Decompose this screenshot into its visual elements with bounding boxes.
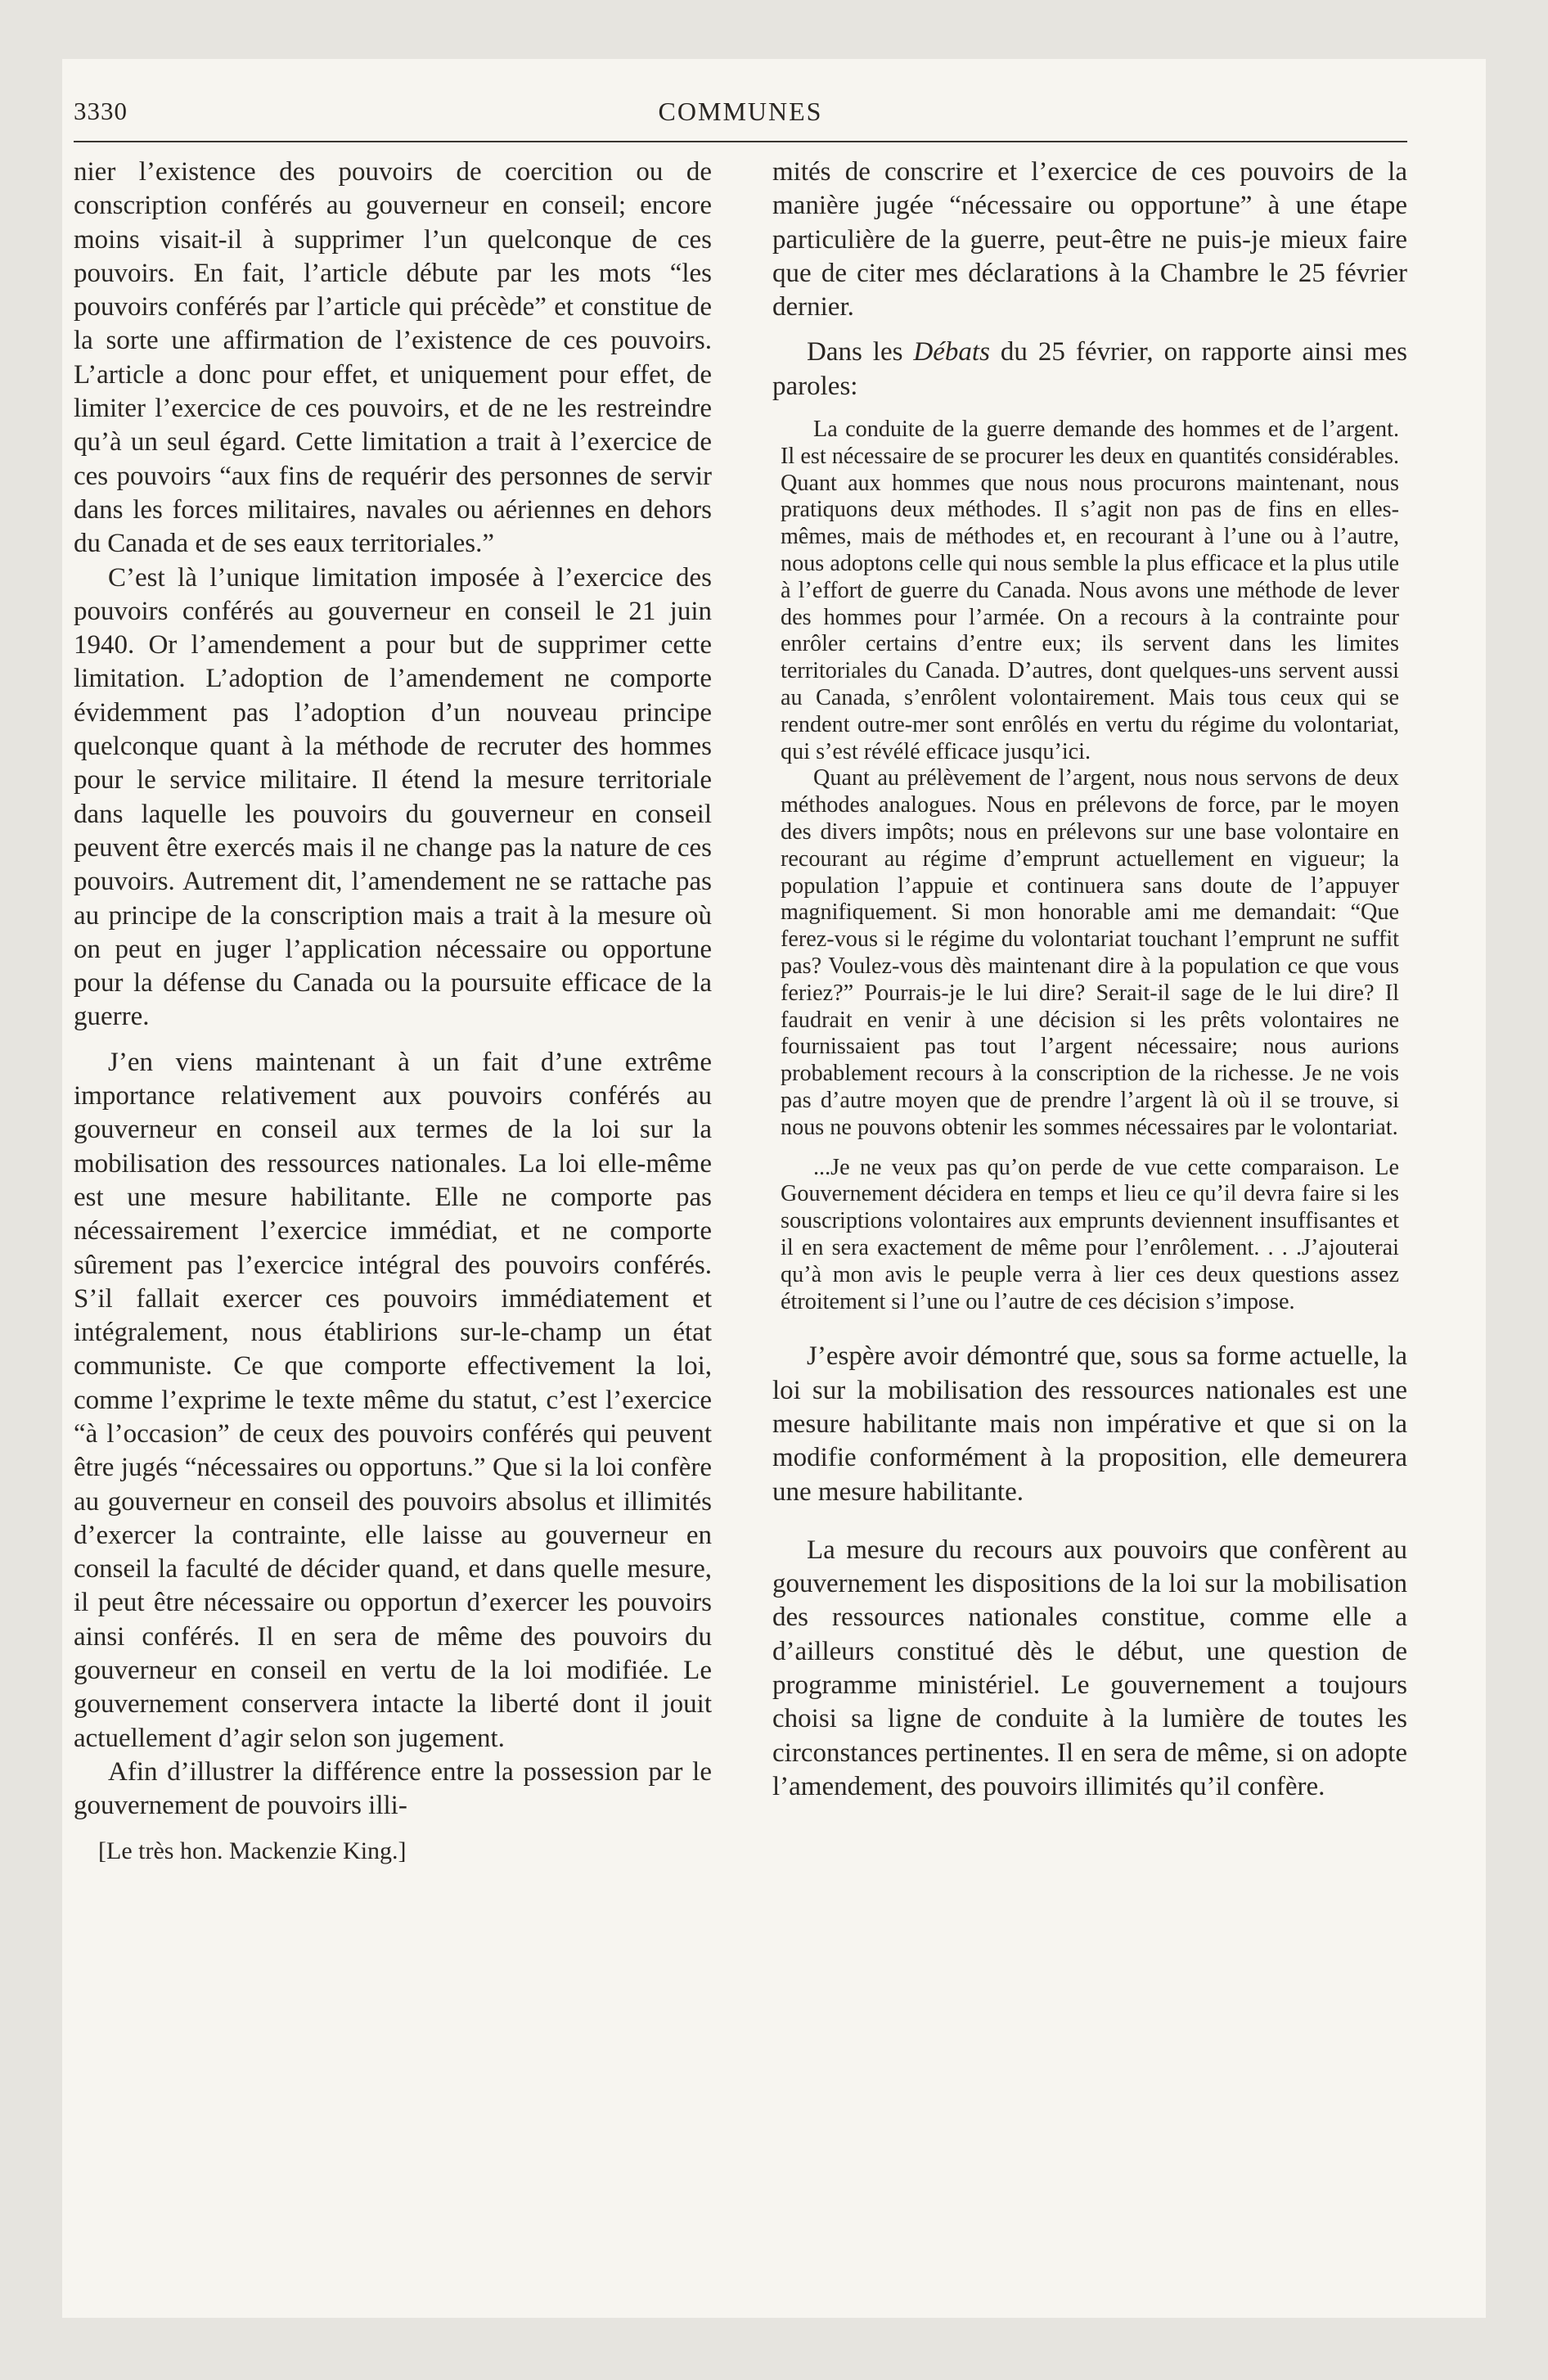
left-column <box>74 156 712 2251</box>
left-paragraph-1: nier l’existence des pouvoirs de coercition ou de conscription conférés au gouverneur en conseil; encore moins visait-il à supprimer l’un quelconque de ces pouvoirs. En fait, l’article débute par les mots “les pouvoirs conférés par l’article qui précède” et constitue de la sorte une affirmation de l’existence de ces pouvoirs. L’article a donc pour effet, et uniquement pour effet, de limiter l’exercice de ces pouvoirs, et de ne les restreindre qu’à un seul égard. Cette limitation a trait à l’exercice de ces pouvoirs “aux fins de requérir des personnes de servir dans les forces militaires, navales ou aériennes en dehors du Canada et de ses eaux territoriales.” <box>74 157 712 559</box>
quote-paragraph-3: ...Je ne veux pas qu’on perde de vue cette comparaison. Le Gouvernement décidera en temps et lieu ce qu’il devra faire si les souscriptions volontaires aux emprunts deviennent insuffisantes et il en sera exactement de même pour l’enrôlement. . . .J’ajouterai qu’à mon avis le peuple verra à lier ces deux questions assez étroitement si l’une ou l’autre de ces décision s’impose. <box>781 1154 1399 1314</box>
right-intro-paragraph: mités de conscrire et l’exercice de ces pouvoirs de la manière jugée “nécessaire ou opportune” à une étape particulière de la guerre, peut-être ne puis-je mieux faire que de citer mes déclarations à la Chambre le 25 février dernier. <box>772 157 1407 322</box>
page-header <box>74 88 1407 137</box>
debats-title: Débats <box>913 337 990 367</box>
right-paragraph-2: La mesure du recours aux pouvoirs que confèrent au gouvernement les dispositions de la loi sur la mobilisation des ressources nationales constitue, comme elle a d’ailleurs constitué dès le début, une question de programme ministériel. Le gouvernement a toujours choisi sa ligne de conduite à la lumière de toutes les circonstances pertinentes. Il en sera de même, si on adopte l’amendement, des pouvoirs illimités qu’il confère. <box>772 1535 1407 1801</box>
header-rule <box>74 141 1407 142</box>
left-paragraph-4: Afin d’illustrer la différence entre la possession par le gouvernement de pouvoirs illi- <box>74 1756 712 1821</box>
debats-reference <box>772 336 1407 403</box>
left-paragraph-2: C’est là l’unique limitation imposée à l’exercice des pouvoirs conférés au gouverneur en conseil le 21 juin 1940. Or l’amendement a pour but de supprimer cette limitation. L’adoption de l’amendement ne comporte évidemment pas l’adoption d’un nouveau principe quelconque quant à la méthode de recruter des hommes pour le service militaire. Il étend la mesure territoriale dans laquelle les pouvoirs du gouverneur en conseil peuvent être exercés mais il ne change pas la nature de ces pouvoirs. Autrement dit, l’amendement ne se rattache pas au principe de la conscription mais a trait à la mesure où on peut en juger l’application nécessaire ou opportune pour la défense du Canada ou la poursuite efficace de la guerre. <box>74 562 712 1032</box>
speaker-attribution: [Le très hon. Mackenzie King.] <box>98 1837 407 1864</box>
quote-paragraph-2: Quant au prélèvement de l’argent, nous nous servons de deux méthodes analogues. Nous en prélevons de force, par le moyen des divers impôts; nous en prélevons sur une base volontaire en recourant au régime d’emprunt actuellement en vigueur; la population l’appuie et continuera sans doute de l’appuyer magnifiquement. Si mon honorable ami me demandait: “Que ferez-vous si le régime du volontariat touchant l’emprunt ne suffit pas? Voulez-vous dès maintenant dire à la population ce que vous feriez?” Pourrais-je le lui dire? Serait-il sage de le lui dire? Il faudrait en venir à une décision si les prêts volontaires ne fournissaient pas tout l’argent nécessaire; nous aurions probablement recours à la conscription de la richesse. Je ne vois pas d’autre moyen que de prendre l’argent là où il se trouve, si nous ne pouvons obtenir les sommes nécessaires par le volontariat. <box>781 765 1399 1140</box>
right-paragraph-1: J’espère avoir démontré que, sous sa forme actuelle, la loi sur la mobilisation des ressources nationales est une mesure habilitante mais non impérative et que si on la modifie conformément à la proposition, elle demeurera une mesure habilitante. <box>772 1341 1407 1507</box>
debats-after: du 25 février, on rapporte ainsi mes paroles: <box>772 337 1407 401</box>
quote-paragraph-1: La conduite de la guerre demande des hommes et de l’argent. Il est nécessaire de se procurer les deux en quantités considérables. Quant aux hommes que nous nous procurons maintenant, nous pratiquons deux méthodes. Il s’agit non pas de fins en elles-mêmes, mais de méthodes et, en recourant à l’une ou à l’autre, nous adoptons celle qui nous semble la plus efficace et la plus utile à l’effort de guerre du Canada. Nous avons une méthode de lever des hommes pour l’armée. On a recours à la contrainte pour enrôler certains d’entre eux; ils servent dans les limites territoriales du Canada. D’autres, dont quelques-uns servent aussi au Canada, s’enrôlent volontairement. Mais tous ceux qui se rendent outre-mer sont enrôlés en vertu du régime du volontariat, qui s’est révélé efficace jusqu’ici. <box>781 417 1399 764</box>
left-paragraph-3: J’en viens maintenant à un fait d’une extrême importance relativement aux pouvoirs conférés au gouverneur en conseil aux termes de la loi sur la mobilisation des ressources nationales. La loi elle-même est une mesure habilitante. Elle ne comporte pas nécessairement l’exercice immédiat, et ne comporte sûrement pas l’exercice intégral des pouvoirs conférés. S’il fallait exercer ces pouvoirs immédiatement et intégralement, nous établirions sur-le-champ un état communiste. Ce que comporte effectivement la loi, comme l’exprime le texte même du statut, c’est l’exercice “à l’occasion” de ceux des pouvoirs conférés qui peuvent être jugés “nécessaires ou opportuns.” Que si la loi confère au gouverneur en conseil des pouvoirs absolus et illimités d’exercer la contrainte, elle laisse au gouverneur en conseil la faculté de décider quand, et dans quelle mesure, il peut être nécessaire ou opportun d’exercer les pouvoirs ainsi conférés. Il en sera de même des pouvoirs du gouverneur en conseil en vertu de la loi modifiée. Le gouvernement conservera intacte la liberté dont il jouit actuellement d’agir selon son jugement. <box>74 1047 712 1753</box>
debats-before: Dans les <box>807 337 914 367</box>
page-number: 3330 <box>74 97 128 125</box>
running-head: COMMUNES <box>658 97 823 126</box>
right-column <box>772 156 1407 2251</box>
